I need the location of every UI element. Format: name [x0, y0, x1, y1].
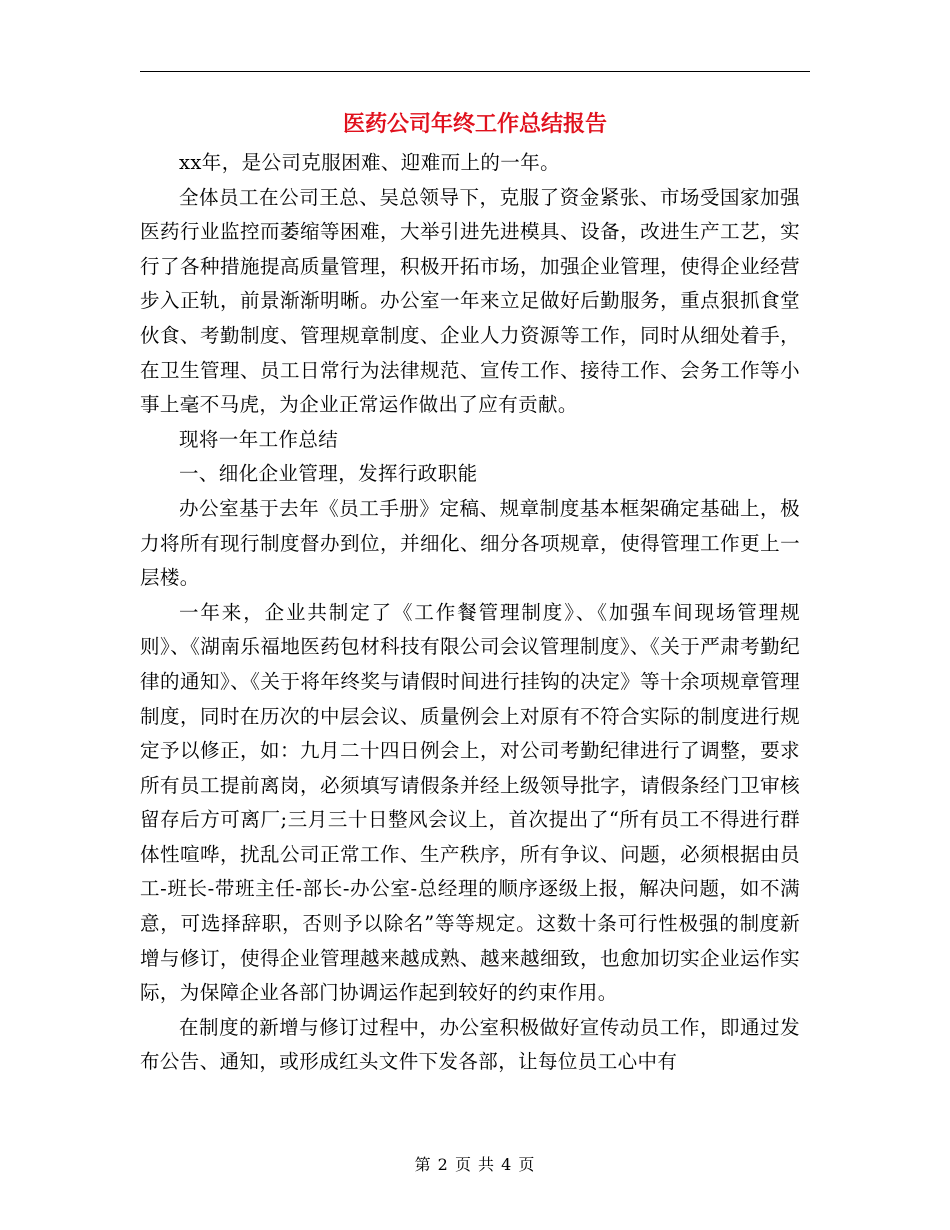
paragraph-1: xx年，是公司克服困难、迎难而上的一年。 [179, 151, 560, 174]
document-body [140, 146, 800, 1080]
paragraph-2: 全体员工在公司王总、吴总领导下，克服了资金紧张、市场受国家加强医药行业监控而萎缩等困难，大举引进先进模具、设备，改进生产工艺，实行了各种措施提高质量管理，积极开拓市场，加强企业管理，使得企业经营步入正轨，前景渐渐明晰。办公室一年来立足做好后勤服务，重点狠抓食堂伙食、考勤制度、管理规章制度、企业人力资源等工作，同时从细处着手，在卫生管理、员工日常行为法律规范、宣传工作、接待工作、会务工作等小事上毫不马虎，为企业正常运作做出了应有贡献。 [140, 185, 800, 417]
paragraph-6: 在制度的新增与修订过程中，办公室积极做好宣传动员工作，即通过发布公告、通知，或形成红头文件下发各部，让每位员工心中有 [140, 1015, 800, 1074]
page-number: 第 2 页 共 4 页 [414, 1155, 536, 1174]
paragraph-5: 一年来，企业共制定了《工作餐管理制度》、《加强车间现场管理规则》、《湖南乐福地医药包材科技有限公司会议管理制度》、《关于严肃考勤纪律的通知》、《关于将年终奖与请假时间进行挂钩的决定》等十余项规章管理制度，同时在历次的中层会议、质量例会上对原有不符合实际的制度进行规定予以修正，如：九月二十四日例会上，对公司考勤纪律进行了调整，要求所有员工提前离岗，必须填写请假条并经上级领导批字，请假条经门卫审核留存后方可离厂;三月三十日整风会议上，首次提出了“所有员工不得进行群体性喧哗，扰乱公司正常工作、生产秩序，所有争议、问题，必须根据由员工-班长-带班主任-部长-办公室-总经理的顺序逐级上报，解决问题，如不满意，可选择辞职，否则予以除名”等等规定。这数十条可行性极强的制度新增与修订，使得企业管理越来越成熟、越来越细致，也愈加切实企业运作实际，为保障企业各部门协调运作起到较好的约束作用。 [140, 600, 800, 1005]
document-title: 医药公司年终工作总结报告 [342, 111, 607, 137]
paragraph-4: 办公室基于去年《员工手册》定稿、规章制度基本框架确定基础上，极力将所有现行制度督办到位，并细化、细分各项规章，使得管理工作更上一层楼。 [140, 496, 800, 590]
paragraph-3: 现将一年工作总结 [179, 427, 339, 451]
section-heading-1: 一、细化企业管理，发挥行政职能 [179, 462, 478, 486]
header-rule [140, 71, 810, 72]
